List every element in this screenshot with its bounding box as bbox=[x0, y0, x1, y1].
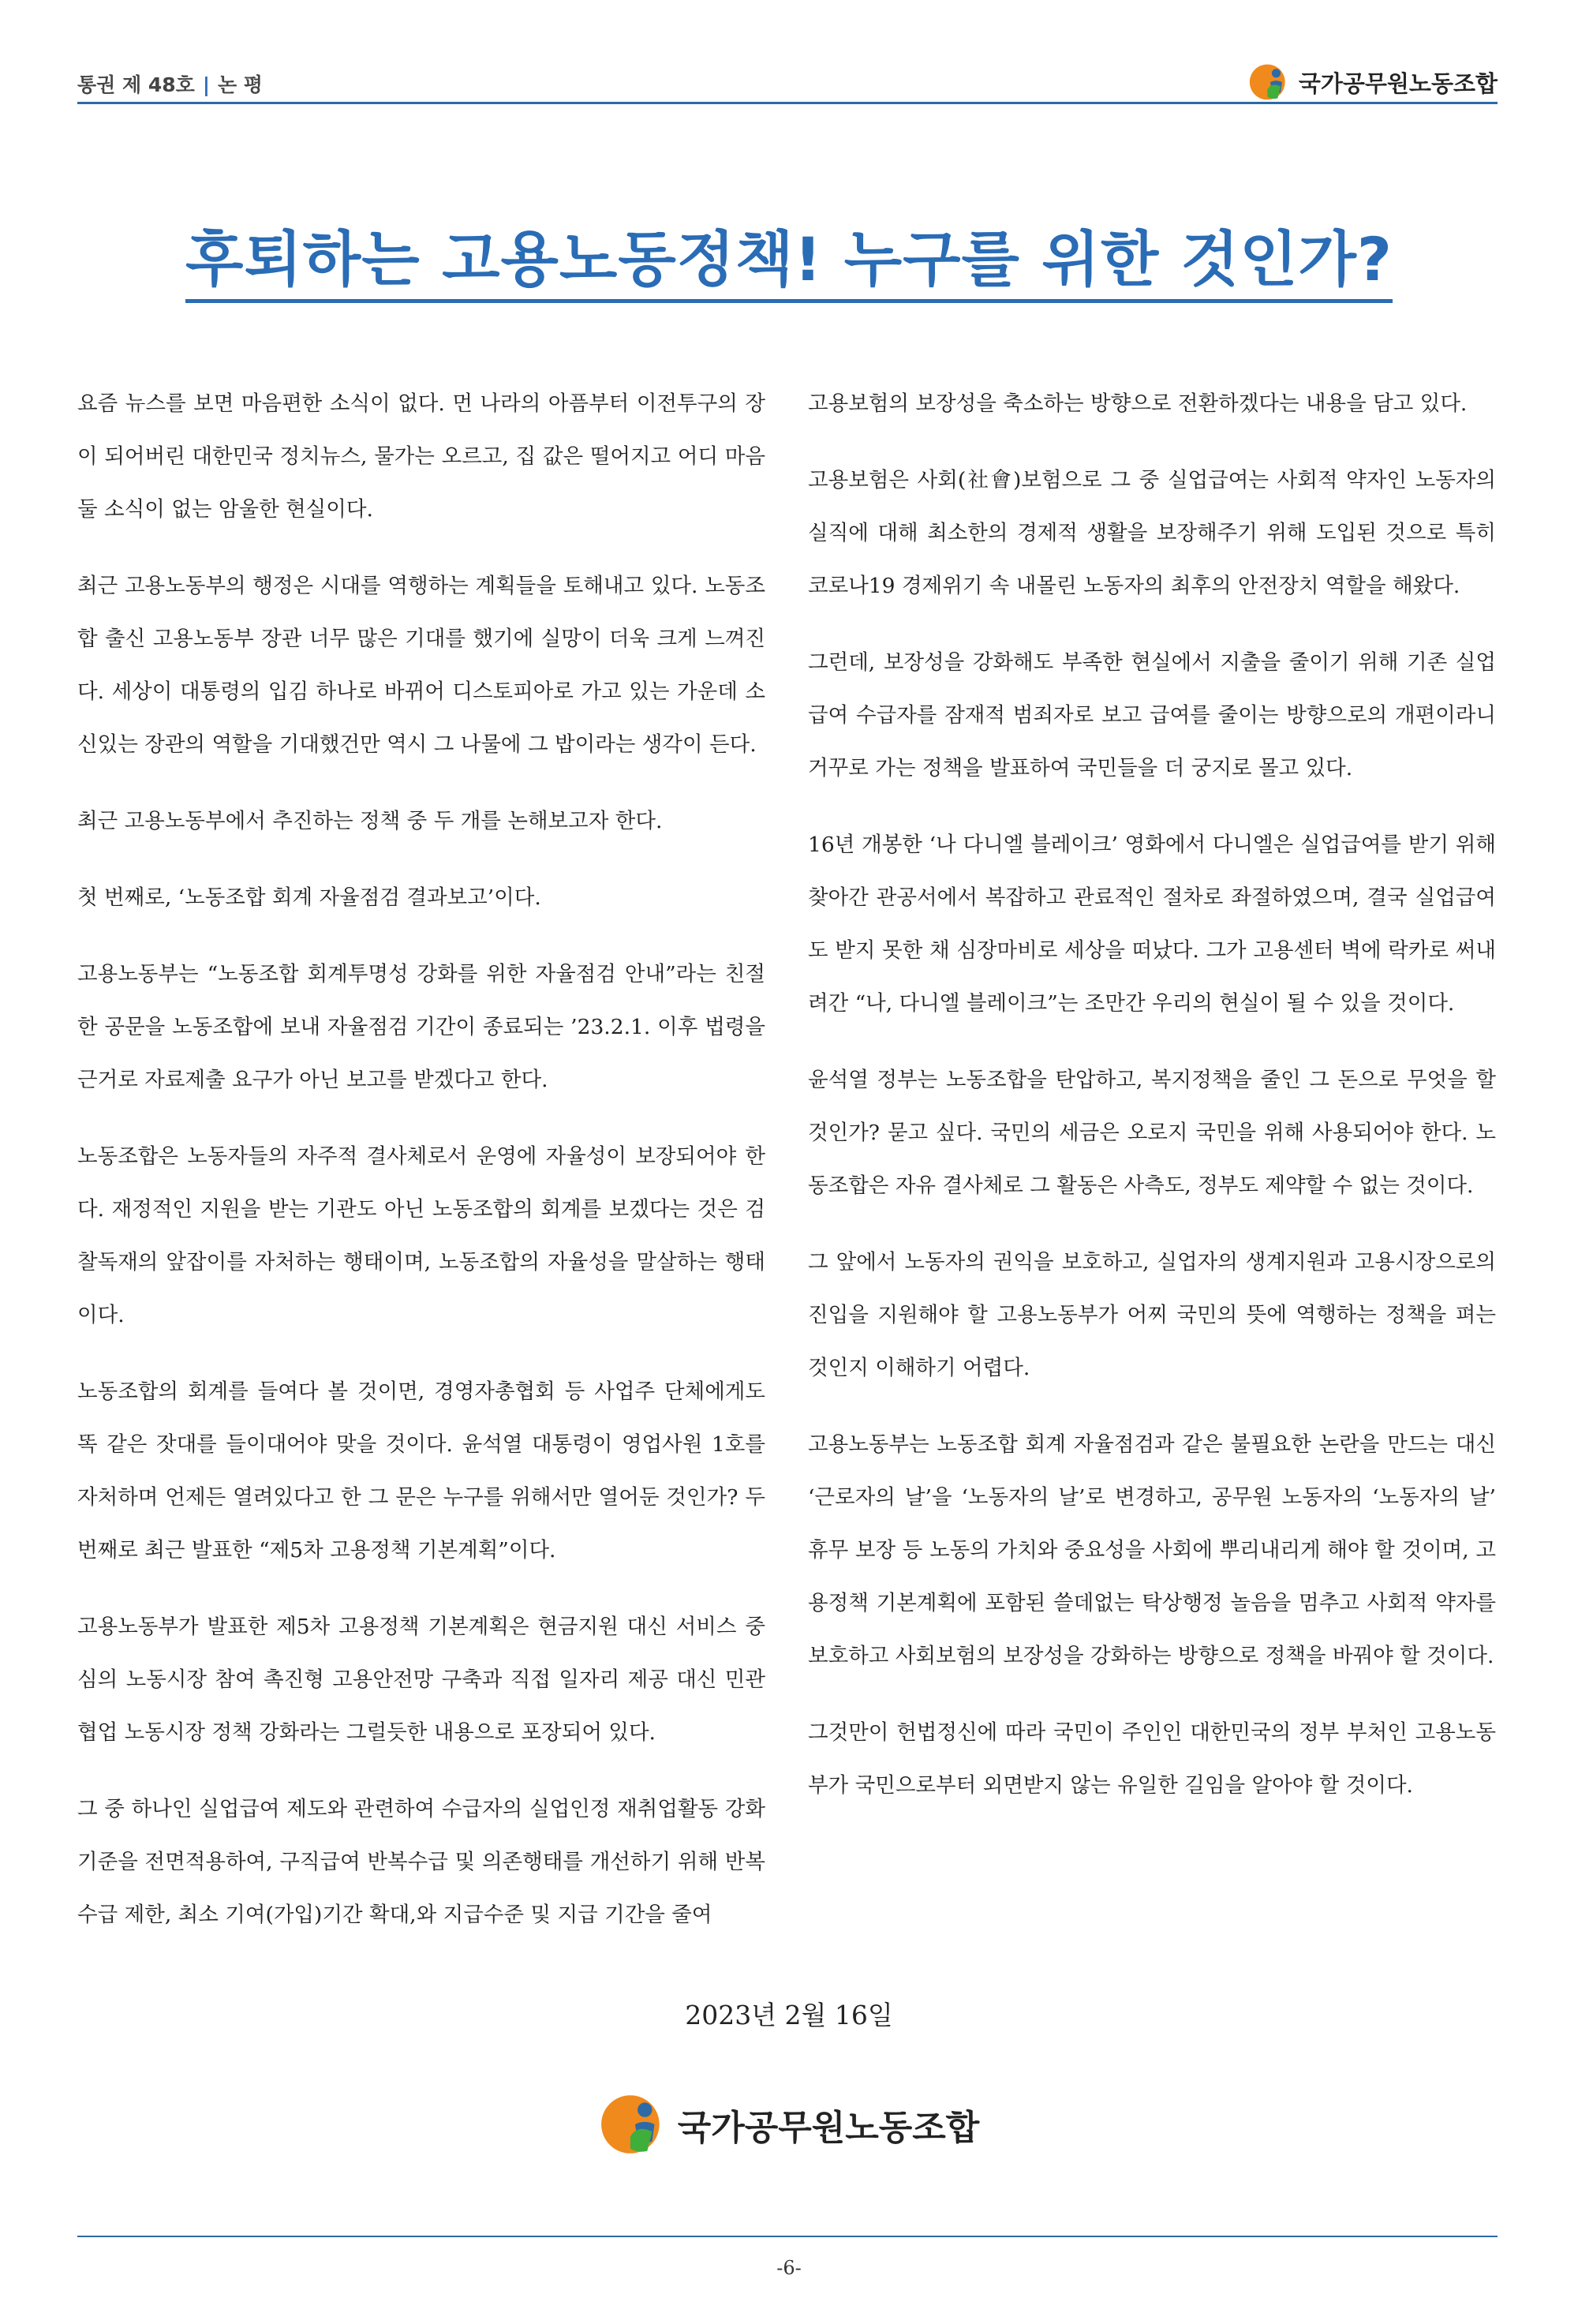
paragraph: 그것만이 헌법정신에 따라 국민이 주인인 대한민국의 정부 부처인 고용노동부가 국민으로부터 외면받지 않는 유일한 길임을 알아야 할 것이다. bbox=[808, 1720, 1496, 1798]
org-name: 국가공무원노동조합 bbox=[677, 2108, 980, 2148]
paragraph: 고용보험은 사회(社會)보험으로 그 중 실업급여는 사회적 약자인 노동자의 실직에 대해 최소한의 경제적 생활을 보장해주기 위해 도입된 것으로 특히 코로나19 경제위기 속 내몰린 노동자의 최후의 안전장치 역할을 해왔다. bbox=[808, 468, 1496, 598]
union-logo-icon bbox=[599, 2088, 671, 2161]
header-divider bbox=[77, 102, 1498, 104]
issue-info bbox=[77, 69, 263, 98]
org-name: 국가공무원노동조합 bbox=[1298, 69, 1498, 97]
paragraph: 고용노동부가 발표한 제5차 고용정책 기본계획은 현금지원 대신 서비스 중심의 노동시장 참여 촉진형 고용안전망 구축과 직접 일자리 제공 대신 민관협업 노동시장 정책 강화라는 그럴듯한 내용으로 포장되어 있다. bbox=[77, 1615, 765, 1745]
paragraph: 요즘 뉴스를 보면 마음편한 소식이 없다. 먼 나라의 아픔부터 이전투구의 장이 되어버린 대한민국 정치뉴스, 물가는 오르고, 집 값은 떨어지고 어디 마음 둘 소식이 없는 암울한 현실이다. bbox=[77, 391, 765, 522]
paragraph: 첫 번째로, ‘노동조합 회계 자율점검 결과보고’이다. bbox=[77, 885, 541, 910]
header-separator: | bbox=[202, 73, 210, 96]
paragraph: 고용보험의 보장성을 축소하는 방향으로 전환하겠다는 내용을 담고 있다. bbox=[808, 391, 1468, 416]
paragraph: 최근 고용노동부에서 추진하는 정책 중 두 개를 논해보고자 한다. bbox=[77, 809, 663, 833]
footer-divider bbox=[77, 2236, 1498, 2237]
page-number: -6- bbox=[776, 2257, 802, 2279]
left-column bbox=[77, 377, 765, 1965]
publish-date: 2023년 2월 16일 bbox=[685, 2000, 893, 2030]
union-logo-icon bbox=[1248, 60, 1292, 104]
paragraph: 노동조합의 회계를 들여다 볼 것이면, 경영자총협회 등 사업주 단체에게도 똑 같은 잣대를 들이대어야 맞을 것이다. 윤석열 대통령이 영업사원 1호를 자처하며 언제든 열려있다고 한 그 문은 누구를 위해서만 열어둔 것인가? 두 번째로 최근 발표한 “제5차 고용정책 기본계획”이다. bbox=[77, 1379, 765, 1562]
paragraph: 16년 개봉한 ‘나 다니엘 블레이크’ 영화에서 다니엘은 실업급여를 받기 위해 찾아간 관공서에서 복잡하고 관료적인 절차로 좌절하였으며, 결국 실업급여도 받지 못한 채 심장마비로 세상을 떠났다. 그가 고용센터 벽에 락카로 써내려간 “나, 다니엘 블레이크”는 조만간 우리의 현실이 될 수 있을 것이다. bbox=[808, 833, 1496, 1016]
right-column bbox=[808, 377, 1496, 1836]
paragraph: 노동조합은 노동자들의 자주적 결사체로서 운영에 자율성이 보장되어야 한다. 재정적인 지원을 받는 기관도 아닌 노동조합의 회계를 보겠다는 것은 검찰독재의 앞잡이를 자처하는 행태이며, 노동조합의 자율성을 말살하는 행태이다. bbox=[77, 1144, 765, 1327]
paragraph: 최근 고용노동부의 행정은 시대를 역행하는 계획들을 토해내고 있다. 노동조합 출신 고용노동부 장관 너무 많은 기대를 했기에 실망이 더욱 크게 느껴진다. 세상이 대통령의 입김 하나로 바뀌어 디스토피아로 가고 있는 가운데 소신있는 장관의 역할을 기대했건만 역시 그 나물에 그 밥이라는 생각이 든다. bbox=[77, 574, 765, 757]
page-header bbox=[77, 58, 1498, 106]
paragraph: 고용노동부는 노동조합 회계 자율점검과 같은 불필요한 논란을 만드는 대신 ‘근로자의 날’을 ‘노동자의 날’로 변경하고, 공무원 노동자의 ‘노동자의 날’ 휴무 보장 등 노동의 가치와 중요성을 사회에 뿌리내리게 해야 할 것이며, 고용정책 기본계획에 포함된 쓸데없는 탁상행정 놀음을 멈추고 사회적 약자를 보호하고 사회보험의 보장성을 강화하는 방향으로 정책을 바꿔야 할 것이다. bbox=[808, 1432, 1496, 1668]
article-title: 후퇴하는 고용노동정책! 누구를 위한 것인가? bbox=[0, 211, 1578, 298]
section-label: 논 평 bbox=[217, 73, 263, 96]
org-logo-header bbox=[1248, 58, 1498, 106]
paragraph: 고용노동부는 “노동조합 회계투명성 강화를 위한 자율점검 안내”라는 친절한 공문을 노동조합에 보내 자율점검 기간이 종료되는 ’23.2.1. 이후 법령을 근거로 자료제출 요구가 아닌 보고를 받겠다고 한다. bbox=[77, 962, 765, 1092]
paragraph: 그런데, 보장성을 강화해도 부족한 현실에서 지출을 줄이기 위해 기존 실업급여 수급자를 잠재적 범죄자로 보고 급여를 줄이는 방향으로의 개편이라니 거꾸로 가는 정책을 발표하여 국민들을 더 궁지로 몰고 있다. bbox=[808, 650, 1496, 780]
paragraph: 그 앞에서 노동자의 권익을 보호하고, 실업자의 생계지원과 고용시장으로의 진입을 지원해야 할 고용노동부가 어찌 국민의 뜻에 역행하는 정책을 펴는 것인지 이해하기 어렵다. bbox=[808, 1250, 1496, 1380]
paragraph: 그 중 하나인 실업급여 제도와 관련하여 수급자의 실업인정 재취업활동 강화 기준을 전면적용하여, 구직급여 반복수급 및 의존행태를 개선하기 위해 반복수급 제한, 최소 기여(가입)기간 확대,와 지급수준 및 지급 기간을 줄여 bbox=[77, 1797, 765, 1927]
paragraph: 윤석열 정부는 노동조합을 탄압하고, 복지정책을 줄인 그 돈으로 무엇을 할 것인가? 묻고 싶다. 국민의 세금은 오로지 국민을 위해 사용되어야 한다. 노동조합은 자유 결사체로 그 활동은 사측도, 정부도 제약할 수 없는 것이다. bbox=[808, 1068, 1496, 1198]
issue-number: 통권 제 48호 bbox=[77, 73, 195, 96]
org-logo-footer bbox=[0, 2088, 1578, 2161]
